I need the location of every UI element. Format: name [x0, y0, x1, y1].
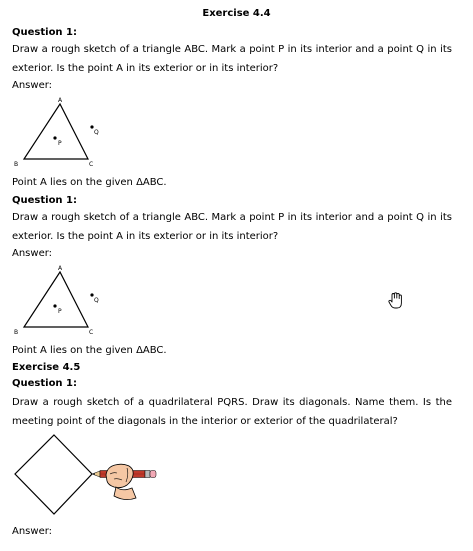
triangle-figure — [8, 92, 118, 172]
question-label: Question 1: — [12, 195, 77, 206]
vertex-c-label: C — [89, 329, 94, 336]
answer-label: Answer: — [12, 248, 53, 259]
point-q-label: Q — [94, 297, 99, 304]
point-p-dot — [53, 304, 56, 307]
vertex-b-label: B — [14, 161, 19, 168]
point-p-label: P — [58, 308, 62, 315]
hand-cursor-icon — [388, 292, 404, 310]
answer-conclusion: Point A lies on the given ΔABC. — [12, 177, 167, 188]
vertex-a-label: A — [58, 265, 63, 272]
question-label: Question 1: — [12, 378, 77, 389]
question-text: Draw a rough sketch of a triangle ABC. Mark a point P in its interior and a point Q in its exterior. Is the point A in its exterior or in its interior? — [12, 44, 452, 74]
drawing-hand-icon — [106, 464, 136, 499]
vertex-b-label: B — [14, 329, 19, 336]
triangle-abc — [24, 104, 88, 159]
point-p-dot — [53, 136, 56, 139]
triangle-figure — [8, 260, 118, 340]
vertex-c-label: C — [89, 161, 94, 168]
point-q-label: Q — [94, 129, 99, 136]
question-text: Draw a rough sketch of a quadrilateral PQRS. Draw its diagonals. Name them. Is the meeting point of the diagonals in the interior or exterior of the quadrilateral? — [12, 397, 452, 427]
answer-conclusion: Point A lies on the given ΔABC. — [12, 345, 167, 356]
question-text: Draw a rough sketch of a triangle ABC. Mark a point P in its interior and a point Q in its exterior. Is the point A in its exterior or in its interior? — [12, 212, 452, 242]
triangle-abc — [24, 272, 88, 327]
exercise-heading: Exercise 4.4 — [202, 8, 271, 19]
question-label: Question 1: — [12, 27, 77, 38]
quadrilateral-figure — [10, 428, 160, 524]
vertex-a-label: A — [58, 97, 63, 104]
answer-label: Answer: — [12, 526, 53, 537]
exercise-heading: Exercise 4.5 — [12, 362, 81, 373]
point-p-label: P — [58, 140, 62, 147]
quadrilateral-pqrs — [15, 435, 92, 514]
answer-label: Answer: — [12, 80, 53, 91]
